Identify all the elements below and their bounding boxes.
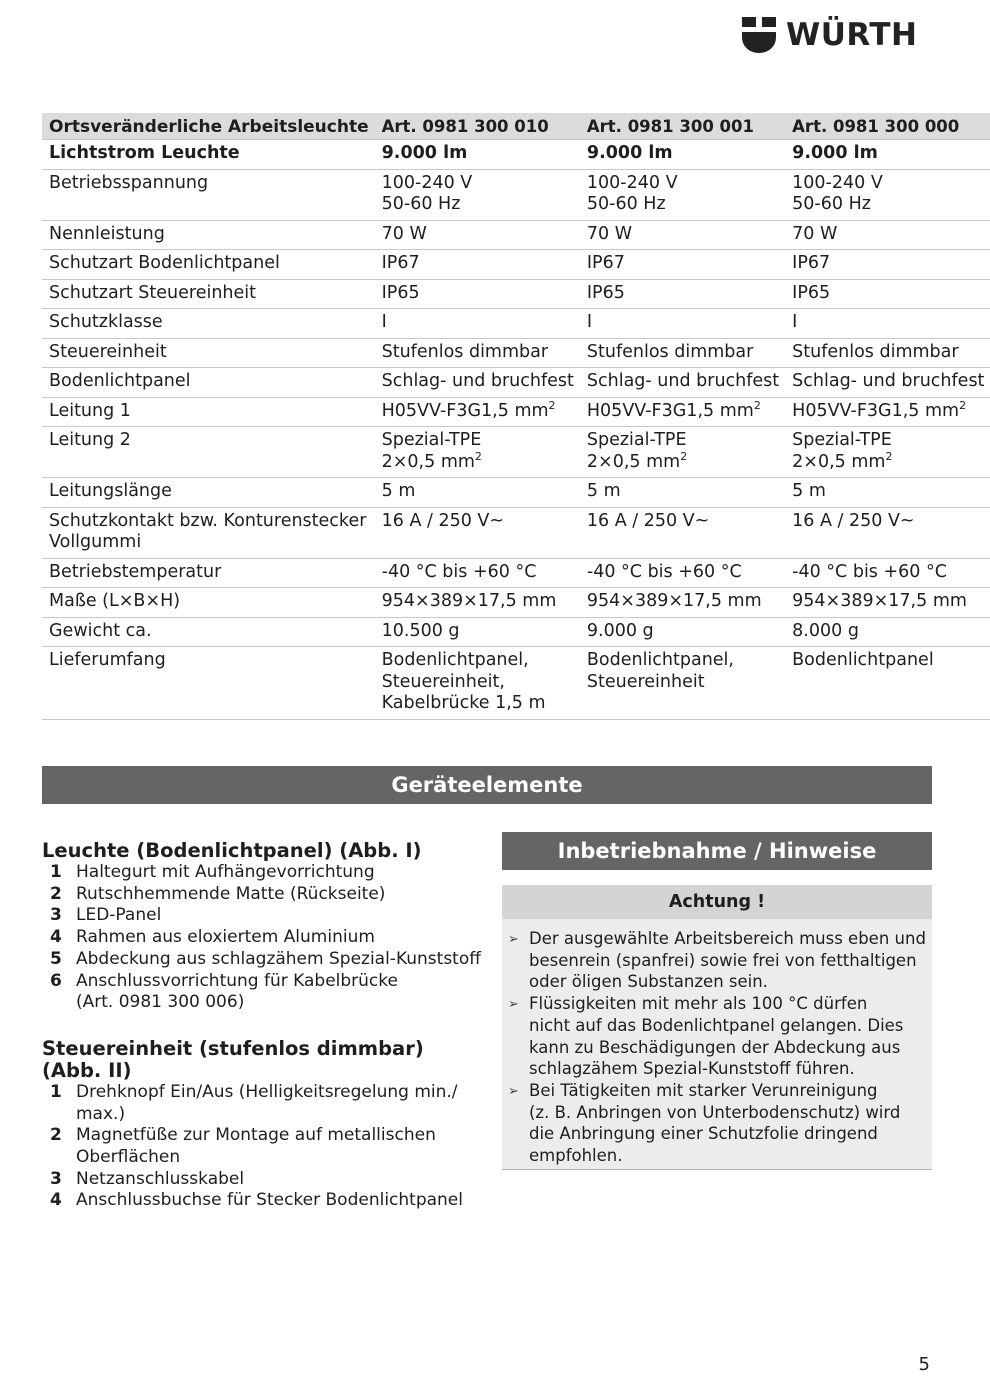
text-line: Lieferumfang [49,650,166,670]
text-line: Spezial-TPE [381,430,482,450]
row-value [785,558,990,588]
table-row [42,647,990,720]
text-line: 70 W [586,223,633,244]
item-number: 3 [50,1168,62,1189]
row-value [785,397,990,427]
row-label [42,588,375,618]
item-number: 2 [50,1125,62,1146]
item-text [76,1082,492,1125]
row-value [785,279,990,309]
header-art-001: Art. 0981 300 001 [580,113,785,140]
row-value [375,427,580,478]
list-item [42,1125,492,1168]
text-line: 50-60 Hz [381,194,461,214]
text-line: IP67 [381,253,420,273]
text-line: IP65 [586,282,625,303]
text-line: -40 °C bis +60 °C [381,561,537,582]
row-value [785,140,990,170]
text-line: Ortsveränderliche Arbeitsleuchte [49,117,369,137]
text-line: 2×0,5 $mm^2$ [381,449,482,472]
table-row [42,507,990,558]
list-item [42,971,492,1014]
text-line: IP65 [381,282,420,303]
row-label [42,478,375,508]
text-line: I [381,312,387,332]
text-line: Schlag- und bruchfest [586,371,780,391]
spec-table-body [42,140,990,720]
text-line: 954×389×17,5 mm [586,591,762,611]
row-label [42,220,375,250]
table-row [42,250,990,280]
table-row [42,558,990,588]
heading-steuereinheit-text [42,1038,492,1082]
text-line: IP67 [792,253,831,273]
text-line: 50-60 Hz [586,194,666,214]
text-line: Vollgummi [49,532,142,552]
notice-text [529,1080,922,1167]
superscript: 2 [885,449,893,463]
list-item [42,1169,492,1191]
text-line: Oberflächen [76,1147,181,1168]
brand-name: WÜRTH [786,16,918,53]
row-value [580,309,785,339]
row-value [580,338,785,368]
row-value [580,169,785,220]
text-line: Schutzart Bodenlichtpanel [49,253,280,273]
text-line: I [792,312,798,332]
text-line: LED-Panel [76,905,162,926]
text-line: Stufenlos dimmbar [586,341,754,362]
row-value [580,558,785,588]
arrow-bullet-icon: ➢ [508,1083,519,1099]
text-line: Rutschhemmende Matte (Rückseite) [76,883,386,904]
text-line: Abdeckung aus schlagzähem Spezial-Kunststoff [76,948,481,969]
header-art-010: Art. 0981 300 010 [375,113,580,140]
text-line: Steuereinheit [586,671,705,692]
text-line: Anschlussbuchse für Stecker Bodenlichtpanel [76,1190,463,1211]
row-value [580,140,785,170]
text-line: Schutzkontakt bzw. Konturenstecker [49,510,367,531]
text-line: nicht auf das Bodenlichtpanel gelangen. Dies [529,1015,904,1035]
text-line: Spezial-TPE [586,430,687,450]
item-number: 1 [50,862,62,882]
row-value [785,368,990,398]
table-row [42,140,990,170]
row-value [375,169,580,220]
text-line: 100-240 V [792,172,883,193]
row-value [580,617,785,647]
superscript: 2 [548,398,556,412]
row-value [785,647,990,720]
text-line: Schlag- und bruchfest [792,371,985,391]
page-number: 5 [918,1354,930,1375]
text-line: (Abb. II) [42,1058,132,1082]
text-line: 70 W [381,223,427,244]
row-value [375,140,580,170]
text-line: (z. B. Anbringen von Unterbodenschutz) wird [529,1102,901,1122]
notice-item [508,993,922,1080]
heading-steuereinheit [42,1038,492,1082]
superscript: 2 [680,449,688,463]
row-value [375,309,580,339]
table-row [42,588,990,618]
row-value [785,588,990,618]
text-line: 5 m [586,481,621,501]
text-line: Leitung 1 [49,400,131,421]
text-line: oder öligen Substanzen sein. [529,972,768,992]
text-line: 2×0,5 $mm^2$ [586,449,688,472]
table-row [42,169,990,220]
text-line: Betriebstemperatur [49,561,222,582]
list-steuereinheit [42,1082,492,1212]
row-value [375,338,580,368]
row-value [580,397,785,427]
text-line: Netzanschlusskabel [76,1168,245,1189]
text-line: IP65 [792,282,831,303]
text-line: Rahmen aus eloxiertem Aluminium [76,927,375,948]
text-line: 16 A / 250 V~ [792,510,915,531]
table-row [42,368,990,398]
row-value [375,250,580,280]
text-line: Spezial-TPE [792,430,892,450]
text-line: die Anbringung einer Schutzfolie dringend [529,1124,878,1144]
text-line: besenrein (spanfrei) sowie frei von fetthaltigen [529,950,917,970]
row-label [42,250,375,280]
item-text [76,884,492,906]
list-leuchte [42,862,492,1014]
item-number: 4 [50,1190,62,1211]
text-line: Leuchte (Bodenlichtpanel) (Abb. I) [42,839,422,862]
text-line: 5 m [381,481,416,501]
text-line: Drehknopf Ein/Aus (Helligkeitsregelung min./ [76,1081,458,1102]
row-value [785,169,990,220]
row-value [580,220,785,250]
text-line: Gewicht ca. [49,620,152,641]
text-line: -40 °C bis +60 °C [792,561,947,582]
text-line: 100-240 V [381,172,473,193]
row-value [375,279,580,309]
text-line: schlagzähem Spezial-Kunststoff führen. [529,1059,855,1079]
text-line: Lichtstrom Leuchte [49,143,240,163]
arrow-bullet-icon: ➢ [508,997,519,1013]
spec-table [42,113,990,720]
text-line: 16 A / 250 V~ [586,510,710,531]
text-line: empfohlen. [529,1146,623,1166]
table-row [42,338,990,368]
item-text [76,949,492,971]
row-value [580,427,785,478]
row-value [580,279,785,309]
table-row [42,220,990,250]
row-value [785,478,990,508]
text-line: Schlag- und bruchfest [381,371,574,391]
item-number: 4 [50,927,62,948]
geraeteelemente-content [42,840,492,1212]
text-line: Flüssigkeiten mit mehr als 100 °C dürfen [529,994,868,1014]
list-item [42,1082,492,1125]
notice-box [502,919,932,1170]
item-number: 6 [50,970,62,991]
row-value [785,427,990,478]
item-number: 5 [50,948,62,969]
text-line: Maße (L×B×H) [49,591,181,611]
text-line: IP67 [586,253,625,273]
superscript: 2 [753,398,761,412]
item-number: 2 [50,883,62,904]
header-product-text [49,117,369,137]
text-line: Kabelbrücke 1,5 m [381,693,546,713]
list-item [42,949,492,971]
notice-item [508,928,926,993]
text-line: 954×389×17,5 mm [792,591,967,611]
text-line: Steuereinheit, [381,671,505,692]
text-line: Leitungslänge [49,481,172,501]
notice-title: Achtung ! [502,885,932,919]
row-label [42,279,375,309]
text-line: I [586,312,593,332]
row-value [375,507,580,558]
heading-leuchte-text [42,840,492,862]
text-line: 9.000 lm [586,143,673,163]
text-line: 9.000 g [586,620,654,641]
row-value [375,397,580,427]
wuerth-logo-icon [740,15,778,55]
row-value [580,368,785,398]
text-line: max.) [76,1103,126,1124]
table-row [42,478,990,508]
row-label [42,427,375,478]
section-title-inbetriebnahme: Inbetriebnahme / Hinweise [502,832,932,870]
text-line: Steuereinheit (stufenlos dimmbar) [42,1036,424,1060]
text-line: 8.000 g [792,620,859,641]
spacer [42,1014,492,1038]
text-line: 2×0,5 $mm^2$ [792,449,893,472]
text-line: 5 m [792,481,826,501]
row-value [580,507,785,558]
text-line: Bodenlichtpanel, [586,650,734,670]
row-label [42,558,375,588]
item-text [76,927,492,949]
row-value [580,647,785,720]
text-line: Leitung 2 [49,430,131,450]
row-label [42,309,375,339]
row-label [42,338,375,368]
table-row [42,279,990,309]
row-value [375,617,580,647]
row-value [375,368,580,398]
header-product [42,113,375,140]
arrow-bullet-icon: ➢ [508,932,519,947]
list-item [42,862,492,884]
row-value [580,250,785,280]
row-label [42,169,375,220]
list-item [42,1190,492,1212]
row-value [785,617,990,647]
text-line: H05VV-F3G1,5 $mm^2$ [381,398,556,421]
text-line: Schutzklasse [49,312,163,332]
superscript: 2 [959,398,967,412]
row-label [42,647,375,720]
table-row [42,309,990,339]
text-line: Schutzart Steuereinheit [49,282,257,303]
text-line: -40 °C bis +60 °C [586,561,742,582]
row-label [42,368,375,398]
text-line: 16 A / 250 V~ [381,510,505,531]
text-line: Stufenlos dimmbar [381,341,549,362]
row-value [375,647,580,720]
text-line: 9.000 lm [792,143,878,163]
row-label [42,617,375,647]
row-value [375,478,580,508]
text-line: Anschlussvorrichtung für Kabelbrücke [76,970,398,991]
text-line: Steuereinheit [49,341,167,362]
text-line: Bodenlichtpanel [49,371,191,391]
row-value [785,250,990,280]
row-value [580,478,785,508]
row-value [375,588,580,618]
text-line: Bodenlichtpanel, [381,650,529,670]
text-line: (Art. 0981 300 006) [76,992,245,1013]
item-number: 3 [50,905,62,926]
item-text [76,905,492,927]
text-line: 954×389×17,5 mm [381,591,557,611]
text-line: Stufenlos dimmbar [792,341,959,362]
row-label [42,140,375,170]
heading-leuchte [42,840,492,862]
item-text [76,862,492,884]
text-line: kann zu Beschädigungen der Abdeckung aus [529,1037,901,1057]
text-line: Nennleistung [49,223,165,244]
row-value [580,588,785,618]
text-line: 100-240 V [586,172,678,193]
table-row [42,617,990,647]
text-line: H05VV-F3G1,5 $mm^2$ [586,398,761,421]
notice-text [529,928,926,993]
table-row [42,427,990,478]
table-row [42,397,990,427]
text-line: 10.500 g [381,620,460,641]
row-value [375,558,580,588]
item-text [76,1190,492,1212]
row-value [785,507,990,558]
row-label [42,397,375,427]
row-value [785,220,990,250]
row-value [375,220,580,250]
item-text [76,1169,492,1191]
header-art-000: Art. 0981 300 000 [785,113,990,140]
text-line: 70 W [792,223,838,244]
list-item [42,927,492,949]
row-label [42,507,375,558]
row-value [785,309,990,339]
text-line: Der ausgewählte Arbeitsbereich muss eben und [529,929,926,948]
list-item [42,905,492,927]
text-line: Bodenlichtpanel [792,650,934,670]
row-value [785,338,990,368]
text-line: 50-60 Hz [792,194,871,214]
spec-table-header [42,113,990,140]
text-line: Betriebsspannung [49,172,209,193]
item-text [76,971,492,1014]
notice-item [508,1080,922,1167]
text-line: Haltegurt mit Aufhängevorrichtung [76,862,375,882]
text-line: Magnetfüße zur Montage auf metallischen [76,1125,436,1146]
brand-logo [740,14,934,56]
text-line: 9.000 lm [381,143,468,163]
text-line: Bei Tätigkeiten mit starker Verunreinigung [529,1080,878,1100]
notice-text [529,993,922,1080]
item-text [76,1125,492,1168]
text-line: H05VV-F3G1,5 $mm^2$ [792,398,967,421]
list-item [42,884,492,906]
superscript: 2 [474,449,482,463]
section-title-geraeteelemente: Geräteelemente [42,766,932,804]
item-number: 1 [50,1081,62,1102]
